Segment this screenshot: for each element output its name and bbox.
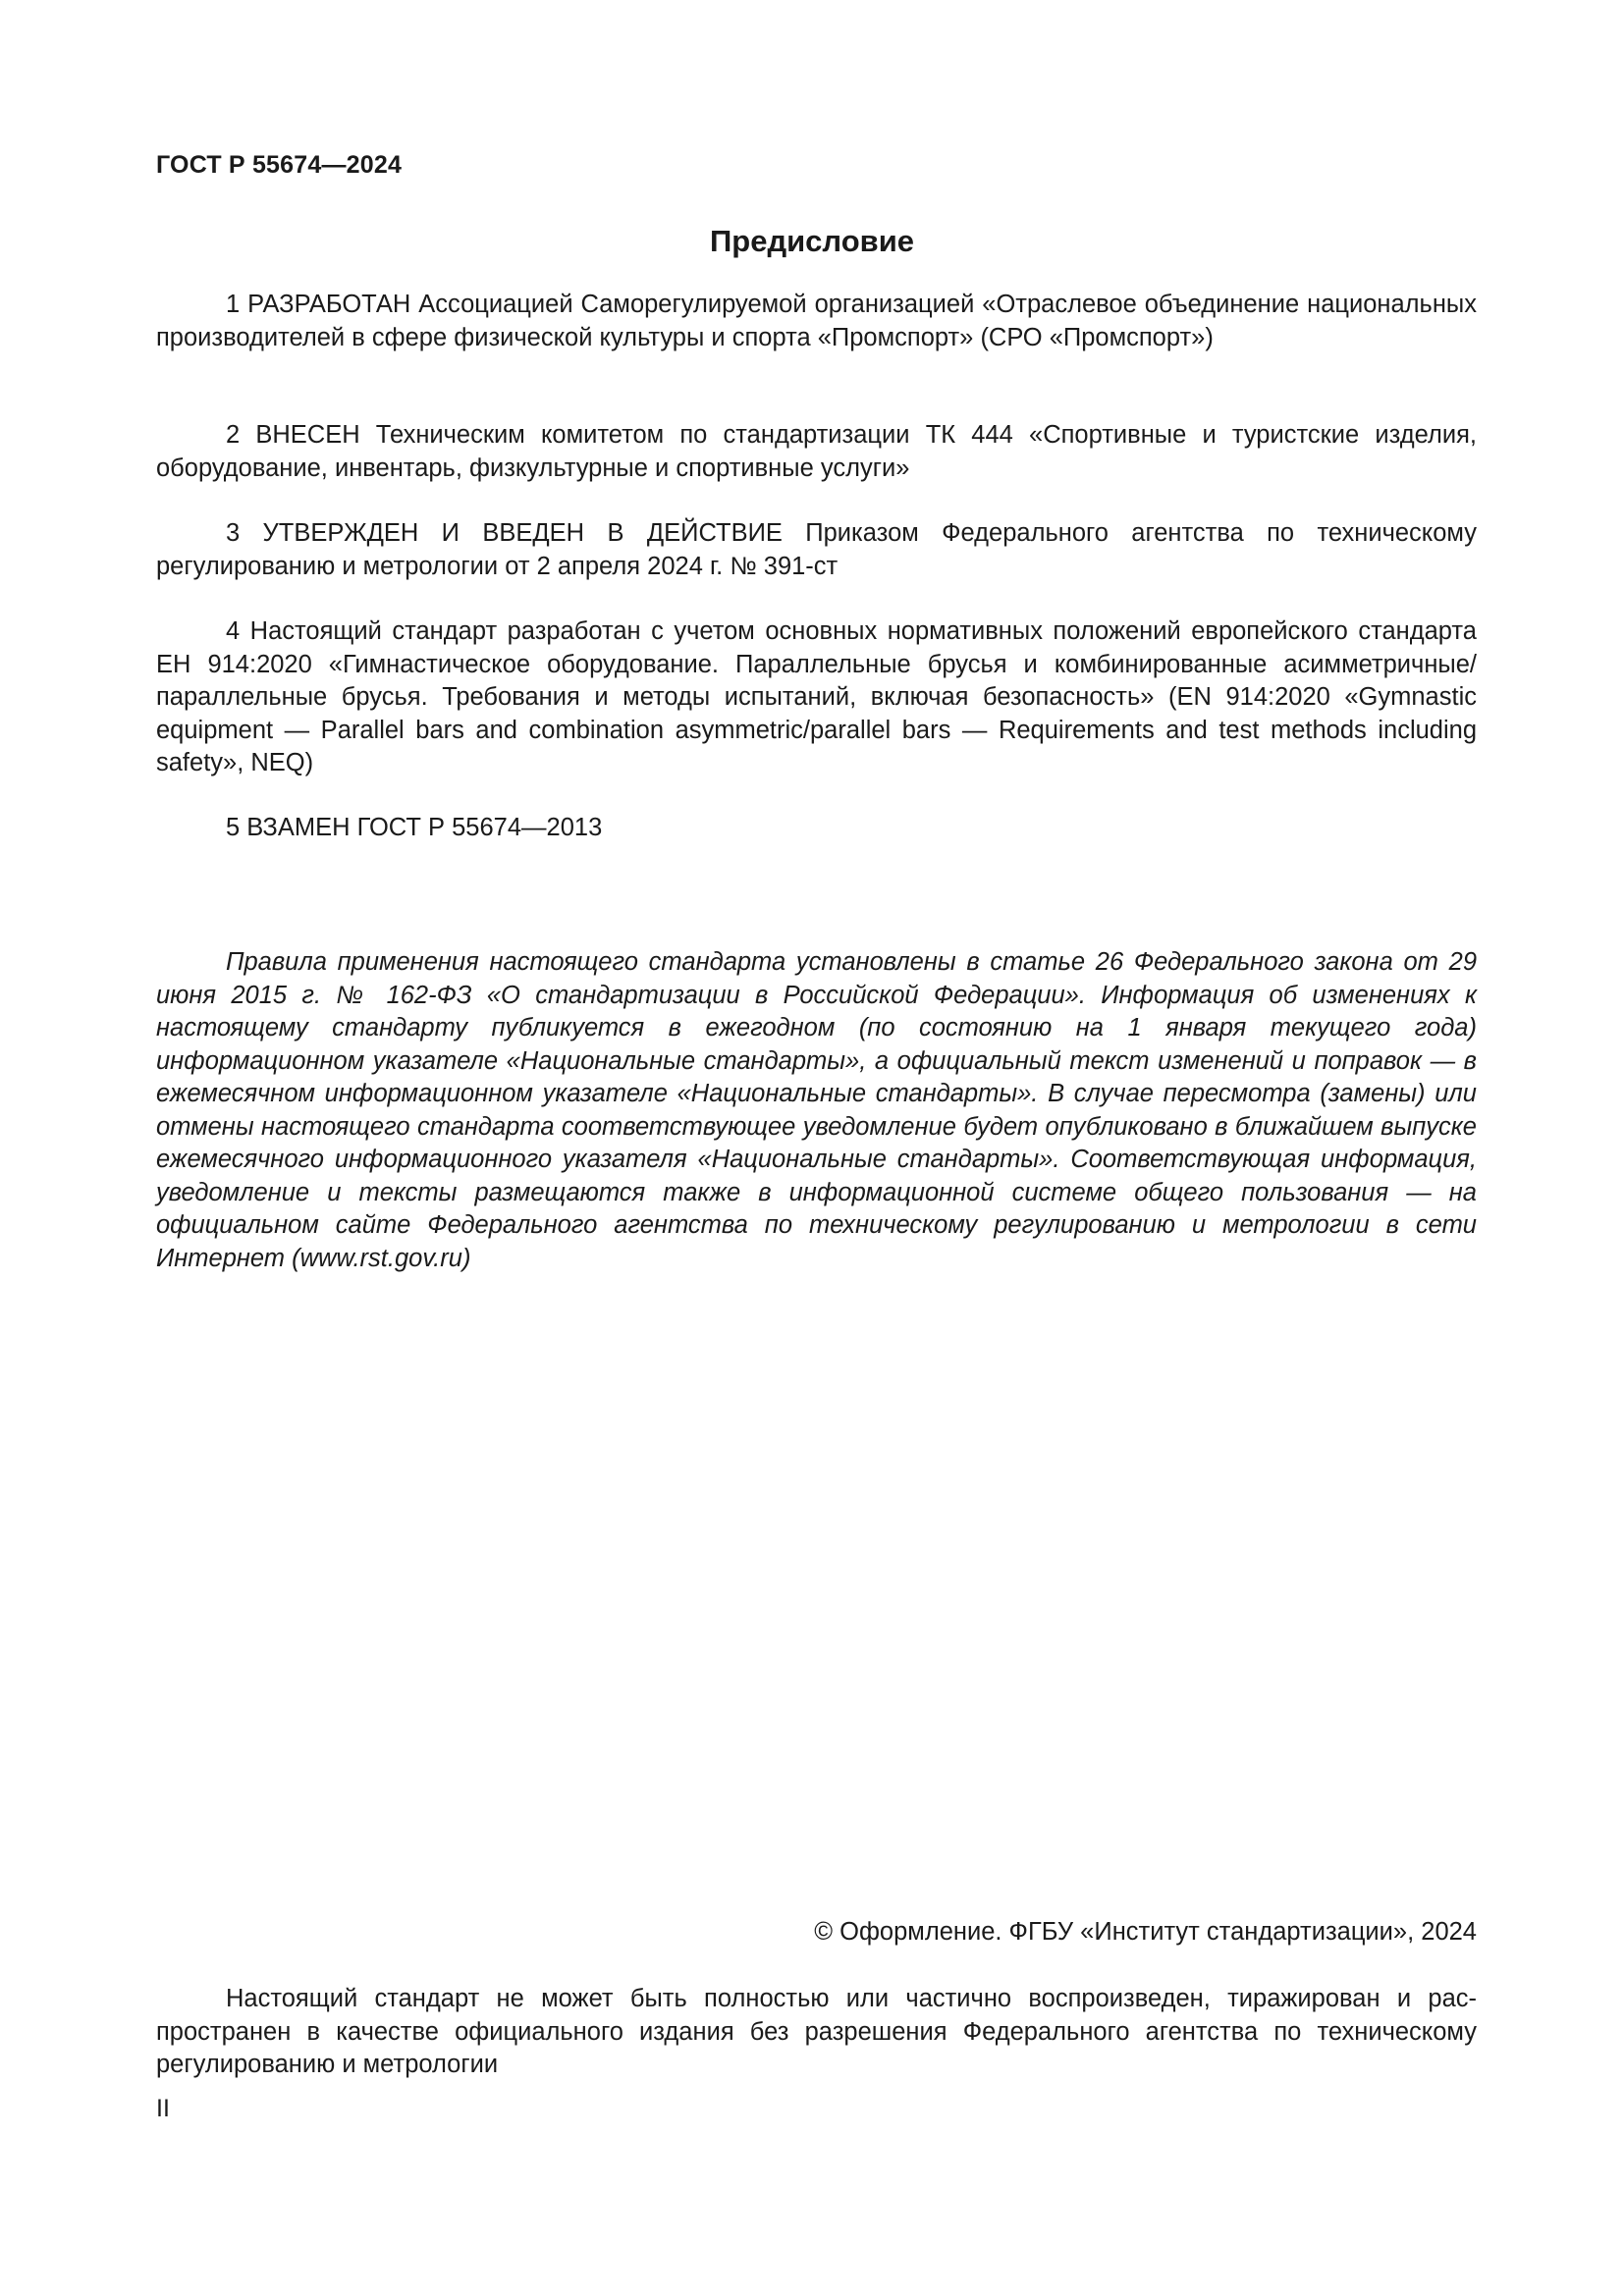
foreword-item-4: 4 Настоящий стандарт разработан с учетом основных нормативных положений европейского стандарта ЕН 914:2020 «Гимнастическое оборудование. Параллельные брусья и комбинированные асимметричные/параллельные брусья. Требования и методы испытаний, включая безопасность» (EN 914:2020 «Gymnastic equipment — Parallel bars and combination asymmetric/parallel bars — Requirements and test methods including safety», NEQ): [156, 617, 1477, 776]
foreword-item-1: 1 РАЗРАБОТАН Ассоциацией Саморегулируемой организацией «Отраслевое объединение национальных производителей в сфере физической культуры и спорта «Промспорт» (СРО «Промспорт»): [156, 291, 1477, 351]
application-rules-notice: Правила применения настоящего стандарта установлены в статье 26 Федерального закона от 29 июня 2015 г. № 162-ФЗ «О стандартизации в Российской Федерации». Информация об изменениях к настоящему стандарту публикуется в ежегодном (по состоянию на 1 января текущего года) информационном указателе «Национальные стандарты», а официальный текст изменений и поправок — в ежемесячном информационном указателе «Национальные стандарты». В случае пересмотра (замены) или отмены настоящего стандарта соответствующее уведомление будет опубликовано в ближайшем выпуске ежемесячного информационного указателя «Национальные стандарты». Соответствующая информация, уведомление и тексты размещаются также в информационной системе общего пользования — на официальном сайте Федерального агентства по техническому регулированию и метрологии в сети Интернет (www.rst.gov.ru): [156, 948, 1477, 1272]
foreword-item-2: 2 ВНЕСЕН Техническим комитетом по стандартизации ТК 444 «Спортивные и туристские изделия, оборудование, инвентарь, физкультурные и спортивные услуги»: [156, 421, 1477, 482]
foreword-item-5: 5 ВЗАМЕН ГОСТ Р 55674—2013: [226, 814, 603, 841]
foreword-item-3: 3 УТВЕРЖДЕН И ВВЕДЕН В ДЕЙСТВИЕ Приказом Федерального агентства по техническому регулированию и метрологии от 2 апреля 2024 г. № 391-ст: [156, 519, 1477, 580]
reproduction-restriction: Настоящий стандарт не может быть полностью или частично воспроизведен, тиражирован и распространен в качестве официального издания без разрешения Федерального агентства по техническому регулированию и метрологии: [156, 1985, 1477, 2078]
copyright-line: © Оформление. ФГБУ «Институт стандартизации», 2024: [814, 1918, 1477, 1946]
page-number: II: [156, 2095, 170, 2122]
document-code: ГОСТ Р 55674—2024: [156, 151, 403, 179]
page-title: Предисловие: [709, 224, 914, 258]
